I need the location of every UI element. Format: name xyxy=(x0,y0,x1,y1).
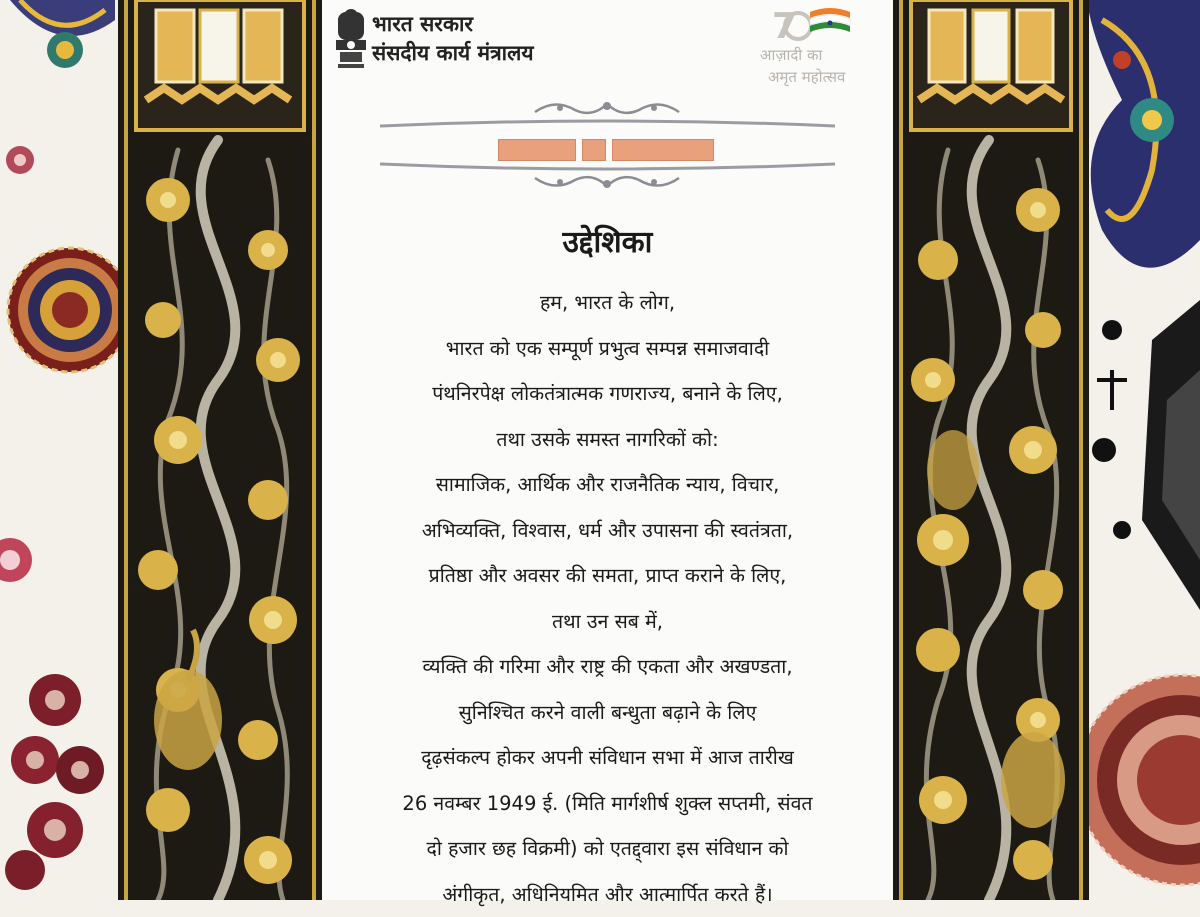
preamble-line: सुनिश्चित करने वाली बन्धुता बढ़ाने के लिए xyxy=(322,690,893,736)
preamble-line: हम, भारत के लोग, xyxy=(322,280,893,326)
preamble-line: पंथनिरपेक्ष लोकतंत्रात्मक गणराज्य, बनाने के लिए, xyxy=(322,371,893,417)
preamble-line: भारत को एक सम्पूर्ण प्रभुत्व सम्पन्न समाजवादी xyxy=(322,326,893,372)
right-ornate-panel xyxy=(893,0,1089,900)
preamble-line: अंगीकृत, अधिनियमित और आत्मार्पित करते हैं। xyxy=(322,872,893,917)
preamble-line: दो हजार छह विक्रमी) को एतद्द्वारा इस संविधान को xyxy=(322,826,893,872)
left-decorative-edge xyxy=(0,0,125,900)
national-emblem-icon xyxy=(334,4,368,76)
bottom-ornamental-divider xyxy=(380,162,835,192)
preamble-line: व्यक्ति की गरिमा और राष्ट्र की एकता और अखण्डता, xyxy=(322,644,893,690)
warli-art-panel xyxy=(1092,290,1200,610)
window-motif xyxy=(911,0,1071,130)
svg-text:7: 7 xyxy=(772,6,797,47)
preamble-text xyxy=(322,280,893,917)
preamble-line: 26 नवम्बर 1949 ई. (मिति मार्गशीर्ष शुक्ल सप्तमी, संवत xyxy=(322,781,893,827)
campaign-logo-line1: आज़ादी का xyxy=(760,46,823,64)
window-motif xyxy=(136,0,304,130)
azadi-ka-amrit-mahotsav-logo xyxy=(758,2,870,90)
paisley-motif xyxy=(1087,0,1200,268)
preamble-line: तथा उन सब में, xyxy=(322,599,893,645)
preamble-line: सामाजिक, आर्थिक और राजनैतिक न्याय, विचार, xyxy=(322,462,893,508)
preamble-title: उद्देशिका xyxy=(322,220,893,261)
left-ornate-panel xyxy=(118,0,322,900)
gov-title: भारत सरकार xyxy=(372,10,534,39)
ministry-name: संसदीय कार्य मंत्रालय xyxy=(372,39,534,68)
government-header xyxy=(334,4,534,76)
preamble-page xyxy=(322,0,893,900)
campaign-logo-line2: अमृत महोत्सव xyxy=(768,68,846,87)
decorative-ribbon xyxy=(498,139,714,159)
preamble-line: तथा उसके समस्त नागरिकों को: xyxy=(322,417,893,463)
preamble-line: अभिव्यक्ति, विश्वास, धर्म और उपासना की स्वतंत्रता, xyxy=(322,508,893,554)
preamble-line: प्रतिष्ठा और अवसर की समता, प्राप्त कराने के लिए, xyxy=(322,553,893,599)
top-ornamental-divider xyxy=(380,98,835,128)
right-decorative-edge xyxy=(1082,0,1200,900)
preamble-line: दृढ़संकल्प होकर अपनी संविधान सभा में आज तारीख xyxy=(322,735,893,781)
